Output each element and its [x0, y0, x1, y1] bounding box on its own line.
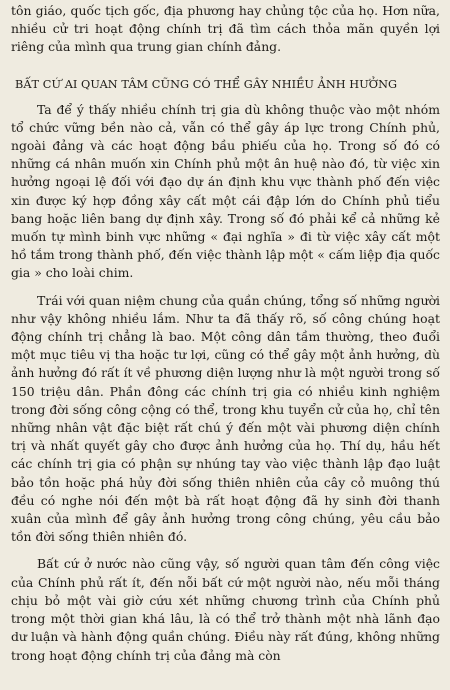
body-paragraph-3: Bất cứ ở nước nào cũng vậy, số người quan tâm đến công việc của Chính phủ rất ít, đến nỗi bất cứ một người nào, nếu mỗi tháng chịu bỏ một vài giờ cứu xét những chương trình của Chính phủ trong một thời gian khá lâu, là có thể trở thành một nhà lãnh đạo dư luận và hành động quần chúng. Điều này rất đúng, không những trong hoạt động chính trị của đảng mà còn — [11, 556, 440, 663]
body-paragraph-2: Trái với quan niệm chung của quần chúng, tổng số những người như vậy không nhiều lắm. Như ta đã thấy rõ, số công chúng hoạt động chính trị chẳng là bao. Một công dân tầm thường, theo đuổi một mục tiêu vị tha hoặc tư lợi, cũng có thể gây một ảnh hưởng, dù ảnh hưởng đó rất ít về phương diện lượng như là một người trong số 150 triệu dân. Phần đông các chính trị gia có nhiều kinh nghiệm trong đời sống công cộng có thể, trong khu tuyển cử của họ, chỉ tên những nhân vật đặc biệt rất chú ý đến một vài phương diện chính trị và nhất quyết gây cho được ảnh hưởng của họ. Thí dụ, hầu hết các chính trị gia có phận sự nhúng tay vào việc thành lập đạo luật bảo tồn hoặc phá hủy đời sống thiên nhiên của cây cỏ muông thú đều có nghe nói đến một bà rất hoạt động đã hy sinh đời thanh xuân của mình để gây ảnh hưởng trong công chúng, yêu cầu bảo tồn đời sống thiên nhiên đó. — [11, 292, 440, 545]
body-paragraph-1: Ta để ý thấy nhiều chính trị gia dù không thuộc vào một nhóm tổ chức vững bền nào cả, vẫn có thể gây áp lực trong Chính phủ, ngoài đảng và các hoạt động bầu phiếu của họ. Trong số đó có những cá nhân muốn xin Chính phủ một ân huệ nào đó, từ việc xin hưởng ngoại lệ đối với đạo dự án định khu vực thành phố đến việc xin được ký hợp đồng xây cất một cái đập lớn do Chính phủ tiểu bang hoặc liên bang dự định xây. Trong số đó phải kể cả những kẻ muốn tự mình binh vực những « đại nghĩa » đi từ việc xây cất một hồ tắm trong thành phố, đến việc thành lập một « cấm liệp địa quốc gia » cho loài chim. — [11, 101, 440, 281]
intro-paragraph: tôn giáo, quốc tịch gốc, địa phương hay chủng tộc của họ. Hơn nữa, nhiều cử tri hoạt động chính trị đã tìm cách thỏa mãn quyền lợi riêng của mình qua trung gian chính đảng. — [11, 3, 440, 55]
section-heading: BẤT CỨ AI QUAN TÂM CŨNG CÓ THỂ GÂY NHIỀU ẢNH HƯỞNG — [15, 77, 398, 91]
